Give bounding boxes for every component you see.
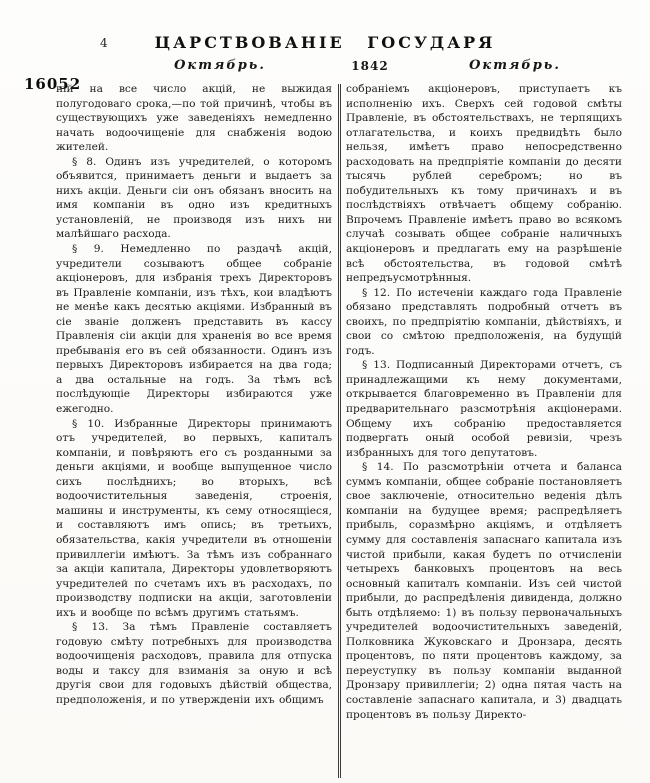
paragraph-section-14: § 14. По разсмотрѣніи отчета и баланса суммъ компаніи, общее собраніе постановляетъ свое заключеніе, относительно веденія дѣлъ компаніи на будущее время; распредѣляетъ прибыль, соразмѣрно акціямъ, и отдѣляетъ сумму для составленія запаснаго капитала изъ чистой прибыли, какая будетъ по отчисленіи четырехъ банковыхъ процентовъ на весь основный капиталъ компаніи. Изъ сей чистой прибыли, до распредѣленія дивиденда, должно быть отдѣляемо: 1) въ пользу первоначальныхъ учредителей водоочистительныхъ заведеній, Полковника Жуковскаго и Дронзара, десять процентовъ, по пяти процентовъ каждому, за переуступку въ пользу компаніи выданной Дронзару привиллегіи; 2) одна пятая часть на составленіе запаснаго капитала, и 3) двадцать процентовъ въ пользу Директо-	[346, 461, 622, 721]
page-title: ЦАРСТВОВАНІЕ ГОСУДАРЯ	[154, 33, 496, 52]
paragraph-continuation: собраніемъ акціонеровъ, приступаетъ къ исполненію ихъ. Сверхъ сей годовой смѣты Правленіе, въ обстоятельствахъ, не терпящихъ отлагательства, и коихъ предвидѣть было нельзя, имѣетъ право непосредственно расходовать на предпріятіе компаніи до десяти тысячь рублей серебромъ; но въ побудительныхъ къ тому причинахъ и въ послѣдствіяхъ отвѣчаетъ общему собранію. Впрочемъ Правленіе имѣетъ право во всякомъ случаѣ созывать общее собраніе наличныхъ акціонеровъ и предлагать ему на разрѣшеніе всѣ обстоятельства, въ годовой смѣтѣ непредъусмотрѣнныя.	[346, 83, 622, 285]
running-head-row	[0, 58, 650, 76]
running-head-month-right: Октябрь.	[469, 58, 561, 73]
running-head-month-left: Октябрь.	[174, 58, 266, 73]
running-head-year: 1842	[351, 59, 389, 73]
paragraph-section-10: § 10. Избранные Директоры принимаютъ отъ учредителей, во первыхъ, капиталъ компаніи, и повѣряютъ его съ розданными за деньги акціями, и вообще выпущенное число сихъ послѣднихъ; во вторыхъ, всѣ водоочистительныя заведенія, строенія, машины и инструменты, къ сему относящіеся, и составляютъ имъ опись; въ третьихъ, обязательства, какія учредители въ отношеніи привиллегіи имѣютъ. За тѣмъ изъ собраннаго за акціи капитала, Директоры удовлетворяютъ учредителей по счетамъ ихъ въ расходахъ, по производству подписки на акціи, заготовленіи ихъ и вообще по всѣмъ другимъ статьямъ.	[56, 417, 332, 619]
paragraph-section-13-left: § 13. За тѣмъ Правленіе составляетъ годовую смѣту потребныхъ для производства водоочищенія расходовъ, правила для отпуска воды и таксу для взиманія за оную и всѣ другія свои для годовыхъ дѣйствій общества, предположенія, и по утвержденіи ихъ общимъ	[56, 621, 332, 706]
column-divider-rule	[338, 84, 341, 778]
paragraph-section-13: § 13. Подписанный Директорами отчетъ, съ принадлежащими къ нему документами, открывается благовременно въ Правленіи для предварительнаго разсмотрѣнія акціонерами. Общему ихъ собранію предоставляется подвергать оный особой ревизіи, чрезъ избранныхъ для того депутатовъ.	[346, 359, 622, 459]
page-number: 4	[100, 36, 108, 50]
paragraph-section-9: § 9. Немедленно по раздачѣ акцій, учредители созываютъ общее собраніе акціонеровъ, для избранія трехъ Директоровъ въ Правленіе компаніи, изъ тѣхъ, кои владѣютъ не менѣе какъ десятью акціями. Избранный въ сіе званіе долженъ представить въ кассу Правленія сіи акціи для храненія во все время пребыванія его въ сей обязанности. Одинъ изъ первыхъ Директоровъ избирается на два года; а два остальные на годъ. За тѣмъ всѣ послѣдующіе Директоры избираются уже ежегодно.	[56, 243, 332, 416]
act-margin-number: 16052	[24, 75, 82, 93]
paragraph-section-12: § 12. По истеченіи каждаго года Правленіе обязано представлять подробный отчетъ въ своихъ, по предпріятію компаніи, дѣйствіяхъ, и свои со смѣтою предположенія, на будущій годъ.	[346, 286, 622, 357]
paragraph-section-8: § 8. Одинъ изъ учредителей, о которомъ объявится, принимаетъ деньги и выдаетъ за нихъ акціи. Деньги сіи онъ обязанъ вносить на имя компаніи въ одно изъ кредитныхъ установленій, не производя изъ нихъ ни малѣйшаго расхода.	[56, 155, 332, 241]
left-column	[56, 82, 332, 708]
paragraph-continuation: ній на все число акцій, не выжидая полугодоваго срока,—по той причинѣ, чтобы въ существующихъ уже заведеніяхъ немедленно начать водоочищеніе для снабженія водою жителей.	[56, 83, 332, 154]
right-column	[346, 82, 622, 722]
